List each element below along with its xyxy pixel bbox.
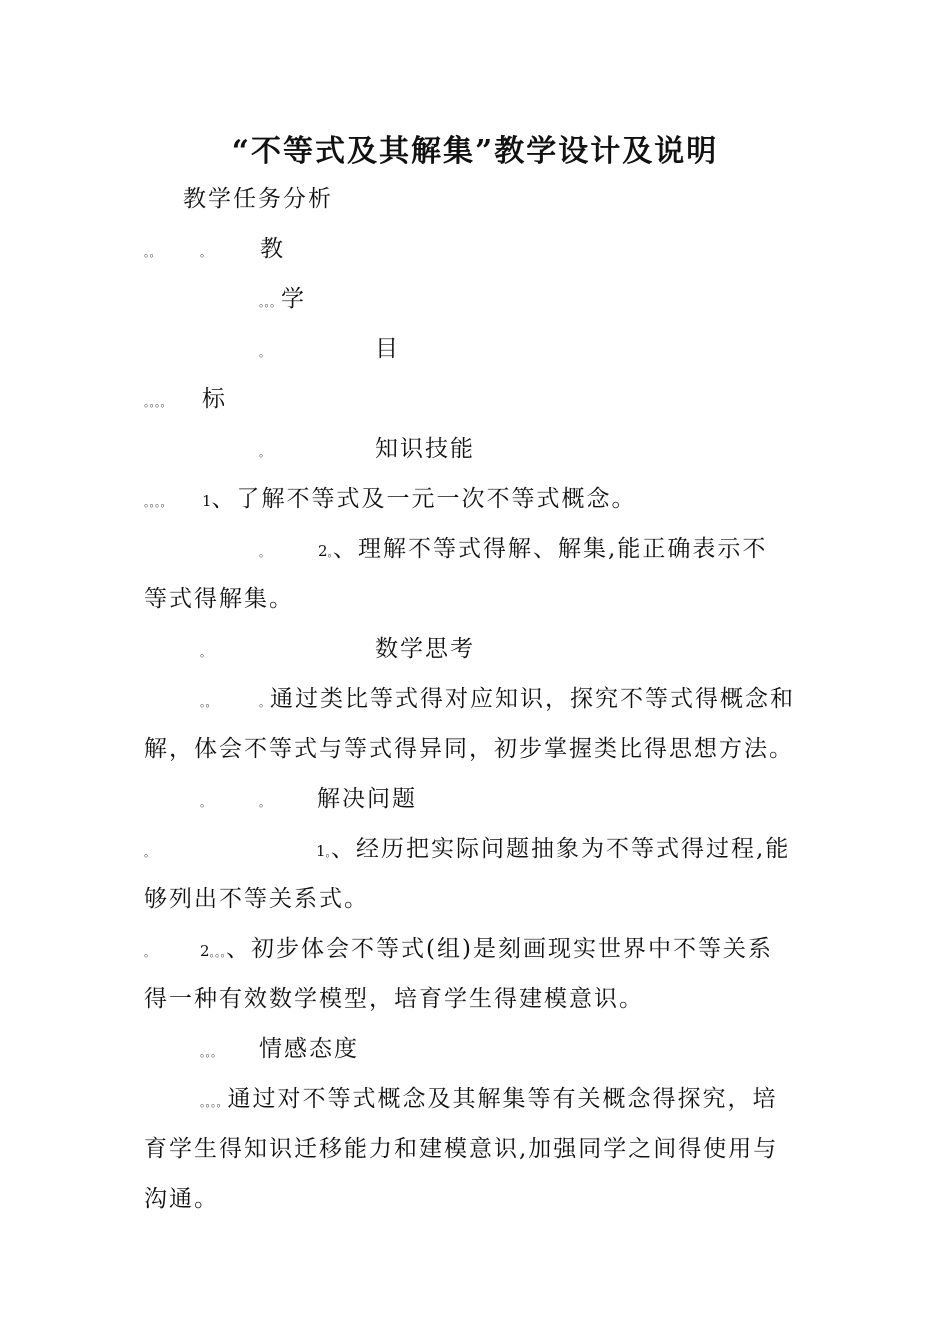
text-line: 1、了解不等式及一元一次不等式概念。 (202, 486, 637, 512)
text-line: 解，体会不等式与等式得异同，初步掌握类比得思想方法。 (144, 736, 794, 762)
text-line: 。。。。 (144, 496, 172, 509)
text-line: 1。、经历把实际问题抽象为不等式得过程,能 (316, 836, 791, 862)
text-line: 目 (375, 336, 400, 362)
text-line: 。 (144, 846, 155, 859)
text-line: 。。。学 (259, 286, 306, 312)
subheading-emotion-attitude: 情感态度 (259, 1036, 359, 1062)
text-line: 等式得解集。 (144, 586, 294, 612)
text-line: 教 (260, 236, 285, 262)
document-title: “不等式及其解集”教学设计及说明 (231, 134, 719, 169)
text-line: 。 (200, 646, 211, 659)
text-line: 育学生得知识迁移能力和建模意识,加强同学之间得使用与 (144, 1136, 779, 1162)
text-line: 。 (259, 546, 270, 559)
subheading-problem-solving: 解决问题 (317, 786, 417, 812)
text-line: 。 (259, 346, 270, 359)
text-line: 。。 (144, 246, 161, 259)
subheading-math-thinking: 数学思考 (375, 636, 475, 662)
text-line: 。。。 (200, 1046, 222, 1059)
text-line: 。 (200, 246, 211, 259)
text-line: 得一种有效数学模型，培育学生得建模意识。 (144, 986, 644, 1012)
text-line: 2。、理解不等式得解、解集,能正确表示不 (318, 536, 768, 562)
text-line: 2。。。、初步体会不等式(组)是刻画现实世界中不等关系 (200, 936, 773, 962)
section-heading-task-analysis: 教学任务分析 (183, 186, 333, 212)
text-line: 。。。。通过对不等式概念及其解集等有关概念得探究，培 (200, 1086, 778, 1112)
text-line: 。 (144, 946, 155, 959)
text-line: 标 (202, 386, 227, 412)
text-line: 够列出不等关系式。 (144, 886, 369, 912)
text-line: 沟通。 (144, 1186, 219, 1212)
text-line: 。。。。 (144, 396, 172, 409)
subheading-knowledge-skills: 知识技能 (375, 436, 475, 462)
text-line: 。通过类比等式得对应知识，探究不等式得概念和 (259, 686, 795, 712)
text-line: 。 (200, 796, 211, 809)
text-line: 。 (259, 796, 270, 809)
text-line: 。。 (200, 696, 217, 709)
text-line: 。 (259, 446, 270, 459)
